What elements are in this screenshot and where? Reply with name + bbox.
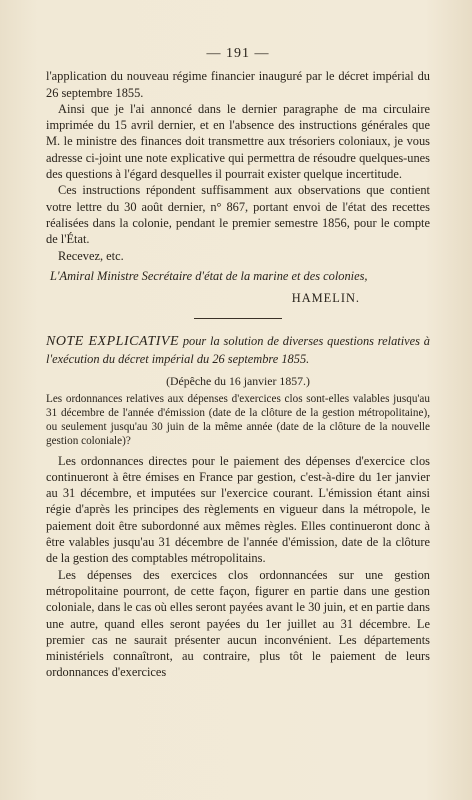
page-number: — 191 —	[206, 46, 270, 61]
signature-name: HAMELIN.	[291, 291, 360, 306]
closing-formula: Recevez, etc.	[58, 248, 124, 263]
paragraph-instructions: Ces instructions répondent suffisamment aux observations que contient votre lettre du 30 août dernier, n° 867, portant envoi de l'état des recettes réalisées dans la colonie, pendant le premier semestre 1856, pour le compte de l'État.	[46, 183, 430, 247]
note-title	[46, 333, 430, 367]
paragraph-answer-1: Les ordonnances directes pour le paiement des dépenses d'exercice clos continueront à être émises en France par gestion, c'est-à-dire du 1er janvier au 31 décembre, et imputées sur l'exercice courant. L'émission étant ainsi régie d'après les principes des règlements en vigueur dans la métropole, le paiement doit être subordonné aux mêmes règles. Elles continueront donc à être valables jusqu'au 31 décembre de l'année d'émission, date de la clôture de la gestion des comptables métropolitains.	[46, 453, 430, 566]
paragraph-continuation: l'application du nouveau régime financier inauguré par le décret impérial du 26 septembre 1855.	[46, 69, 430, 100]
dispatch-date: (Dépêche du 16 janvier 1857.)	[166, 374, 310, 389]
section-divider	[194, 318, 282, 319]
question-summary: Les ordonnances relatives aux dépenses d'exercices clos sont-elles valables jusqu'au 31 décembre de l'année d'émission (date de la clôture de la gestion métropolitaine), ou seulement jusqu'au 30 juin de la même année (date de la clôture de la nouvelle gestion coloniale)?	[46, 393, 430, 447]
signature-title: L'Amiral Ministre Secrétaire d'état de la marine et des colonies,	[50, 268, 368, 283]
paragraph-answer-2: Les dépenses des exercices clos ordonnancées sur une gestion métropolitaine pourront, de cette façon, figurer en partie dans une gestion coloniale, dans le cas où elles seront payées avant le 30 juin, et en partie dans une autre, quand elles seront payées du 1er juillet au 31 décembre. Le premier cas ne saurait présenter aucun inconvénient. Les départements ministériels connaîtront, au contraire, plus tôt le paiement de leurs ordonnances d'exercices	[46, 567, 430, 680]
paragraph-announcement: Ainsi que je l'ai annoncé dans le dernier paragraphe de ma circulaire imprimée du 15 avril dernier, et en l'absence des instructions générales que M. le ministre des finances doit transmettre aux trésoriers coloniaux, je vous adresse ci-joint une note explicative qui permettra de résoudre quelques-unes des questions à l'égard desquelles il pourrait exister quelque incertitude.	[46, 101, 430, 182]
note-title-rest: pour la solution de diverses questions relatives à l'exécution du décret impérial du 26 septembre 1855.	[46, 334, 431, 366]
note-title-caps: NOTE EXPLICATIVE	[46, 334, 180, 350]
page-text-block	[46, 46, 430, 681]
